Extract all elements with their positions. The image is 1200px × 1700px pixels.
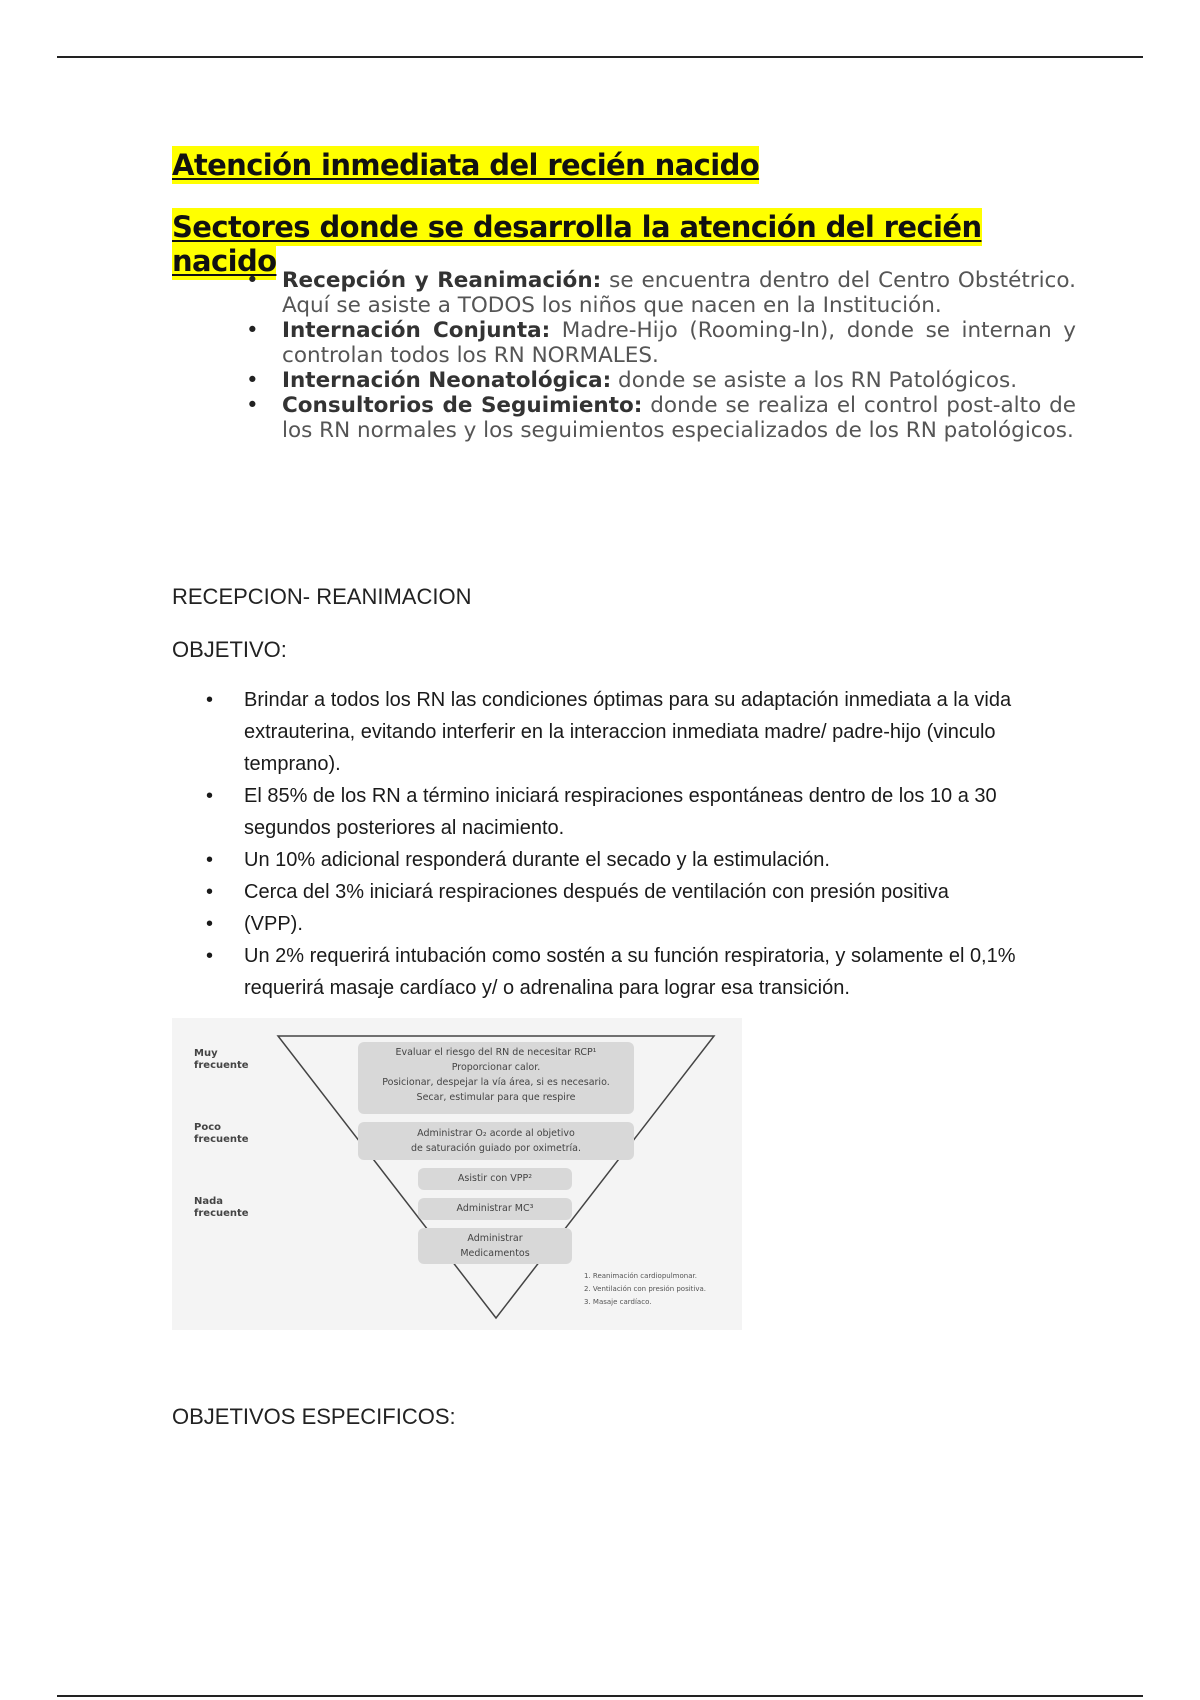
label-very-frequent: Muy frecuente xyxy=(194,1048,249,1071)
section-title: RECEPCION- REANIMACION xyxy=(172,584,472,609)
box-medications: Administrar Medicamentos xyxy=(418,1228,572,1264)
header-rule xyxy=(57,56,1143,58)
list-item: • Brindar a todos los RN las condiciones óptimas para su adaptación inmediata a la vida extrauterina, evitando interferir en la interaccion inmediata madre/ padre-hijo (vinculo temprano). xyxy=(206,684,1046,780)
list-item: • Internación Conjunta: Madre-Hijo (Rooming-In), donde se internan y controlan todos los RN NORMALES. xyxy=(246,318,1076,368)
list-item: • (VPP). xyxy=(206,908,1046,940)
box-vpp: Asistir con VPP² xyxy=(418,1168,572,1190)
box-mc: Administrar MC³ xyxy=(418,1198,572,1220)
list-item: • Un 2% requerirá intubación como sostén a su función respiratoria, y solamente el 0,1% requerirá masaje cardíaco y/ o adrenalina para lograr esa transición. xyxy=(206,940,1046,1004)
box-oxygen: Administrar O₂ acorde al objetivo de saturación guiado por oximetría. xyxy=(358,1122,634,1160)
label-less-frequent: Poco frecuente xyxy=(194,1122,249,1145)
list-item: • Un 10% adicional responderá durante el secado y la estimulación. xyxy=(206,844,1046,876)
resuscitation-pyramid-figure xyxy=(172,1018,742,1330)
list-item: • El 85% de los RN a término iniciará respiraciones espontáneas dentro de los 10 a 30 segundos posteriores al nacimiento. xyxy=(206,780,1046,844)
figure-footnotes: 1. Reanimación cardiopulmonar. 2. Ventilación con presión positiva. 3. Masaje cardíaco. xyxy=(584,1272,707,1306)
specific-objectives-title: OBJETIVOS ESPECIFICOS: xyxy=(172,1404,456,1429)
label-not-frequent: Nada frecuente xyxy=(194,1196,249,1219)
objective-title: OBJETIVO: xyxy=(172,637,287,662)
footer-rule xyxy=(57,1695,1143,1697)
list-item: • Internación Neonatológica: donde se asiste a los RN Patológicos. xyxy=(246,368,1076,393)
objectives-list xyxy=(206,684,1046,1004)
page-title: Atención inmediata del recién nacido xyxy=(172,148,760,182)
list-item: • Consultorios de Seguimiento: donde se realiza el control post-alto de los RN normales y los seguimientos especializados de los RN patológicos. xyxy=(246,393,1076,443)
list-item: • Recepción y Reanimación: se encuentra dentro del Centro Obstétrico. Aquí se asiste a TODOS los niños que nacen en la Institución. xyxy=(246,268,1076,318)
list-item: • Cerca del 3% iniciará respiraciones después de ventilación con presión positiva xyxy=(206,876,1046,908)
sectors-list xyxy=(246,268,1076,443)
box-initial-steps: Evaluar el riesgo del RN de necesitar RCP¹ Proporcionar calor. Posicionar, despejar la vía área, si es necesario. Secar, estimular para que respire xyxy=(358,1042,634,1114)
sectors-heading: Sectores donde se desarrolla la atención del recién nacido xyxy=(172,210,982,278)
